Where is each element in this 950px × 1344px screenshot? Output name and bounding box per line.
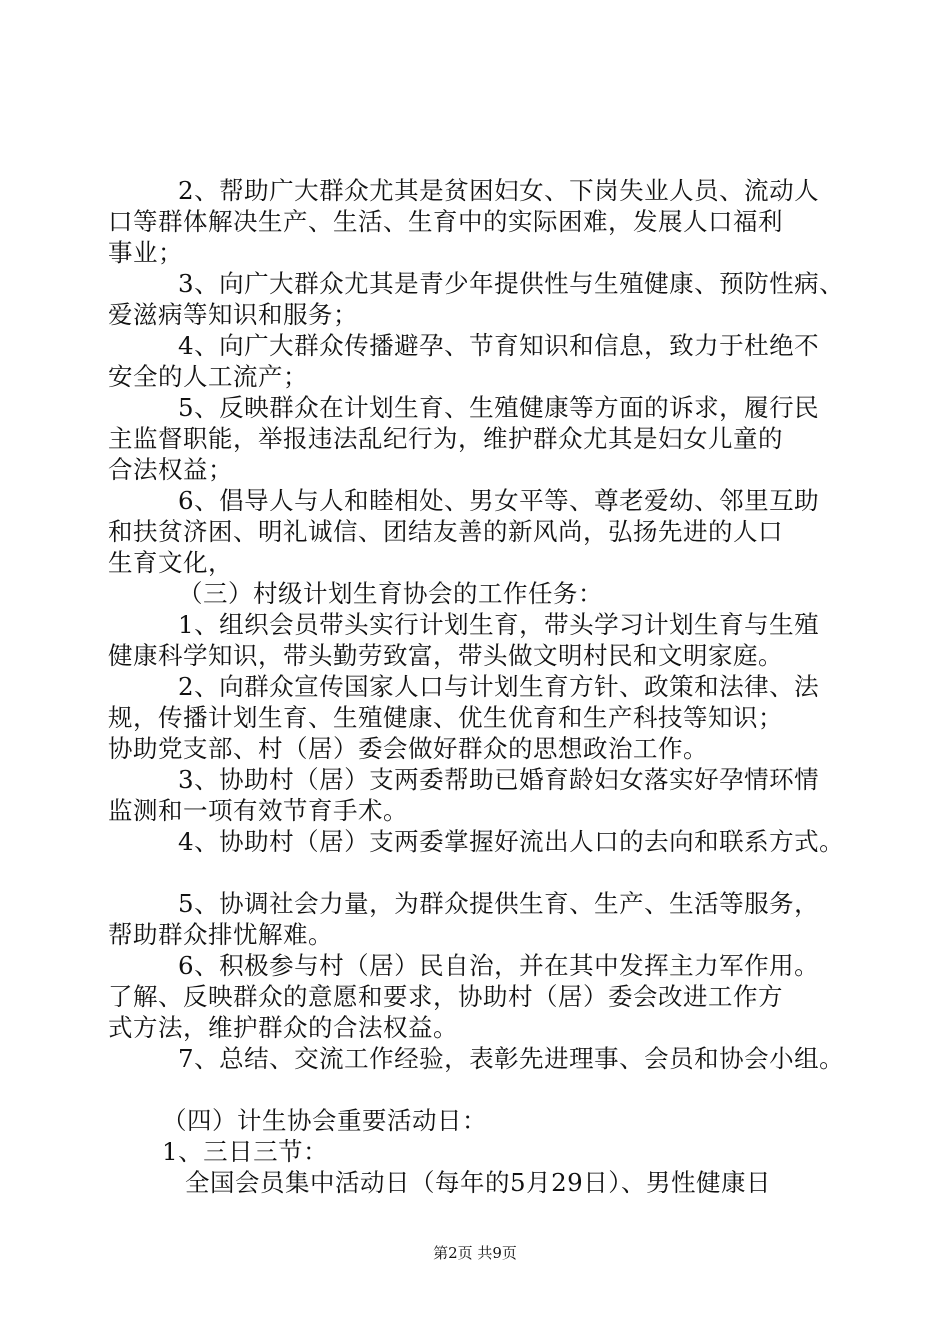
- text-line: 3、向广大群众尤其是青少年提供性与生殖健康、预防性病、: [178, 269, 845, 298]
- text-line: （四）计生协会重要活动日：: [162, 1106, 487, 1135]
- text-line: 1、组织会员带头实行计划生育，带头学习计划生育与生殖: [178, 610, 820, 639]
- text-line: 和扶贫济困、明礼诚信、团结友善的新风尚，弘扬先进的人口: [108, 517, 783, 546]
- text-line: 口等群体解决生产、生活、生育中的实际困难，发展人口福利: [108, 207, 783, 236]
- text-line: 2、向群众宣传国家人口与计划生育方针、政策和法律、法: [178, 672, 820, 701]
- text-line: 1、三日三节：: [162, 1137, 329, 1166]
- text-line: 4、向广大群众传播避孕、节育知识和信息，致力于杜绝不: [178, 331, 820, 360]
- text-line: 帮助群众排忧解难。: [108, 920, 333, 949]
- text-line: 监测和一项有效节育手术。: [108, 796, 408, 825]
- text-line: 2、帮助广大群众尤其是贫困妇女、下岗失业人员、流动人: [178, 176, 820, 205]
- text-line: 规，传播计划生育、生殖健康、优生优育和生产科技等知识；: [108, 703, 783, 732]
- text-line: （三）村级计划生育协会的工作任务：: [178, 579, 603, 608]
- text-line: 全国会员集中活动日（每年的5月29日）、男性健康日: [185, 1168, 772, 1197]
- text-line: 合法权益；: [108, 455, 233, 484]
- text-line: 健康科学知识，带头勤劳致富，带头做文明村民和文明家庭。: [108, 641, 783, 670]
- text-line: 爱滋病等知识和服务；: [108, 300, 358, 329]
- text-line: 5、协调社会力量，为群众提供生育、生产、生活等服务，: [178, 889, 820, 918]
- text-line: 3、协助村（居）支两委帮助已婚育龄妇女落实好孕情环情: [178, 765, 820, 794]
- text-line: 6、倡导人与人和睦相处、男女平等、尊老爱幼、邻里互助: [178, 486, 820, 515]
- page-footer: 第2页 共9页: [433, 1244, 517, 1262]
- text-line: 6、积极参与村（居）民自治，并在其中发挥主力军作用。: [178, 951, 820, 980]
- text-line: 安全的人工流产；: [108, 362, 308, 391]
- text-line: 式方法，维护群众的合法权益。: [108, 1013, 458, 1042]
- text-line: 协助党支部、村（居）委会做好群众的思想政治工作。: [108, 734, 708, 763]
- text-line: 了解、反映群众的意愿和要求，协助村（居）委会改进工作方: [108, 982, 783, 1011]
- text-line: 4、协助村（居）支两委掌握好流出人口的去向和联系方式。: [178, 827, 845, 856]
- text-line: 7、总结、交流工作经验，表彰先进理事、会员和协会小组。: [178, 1044, 845, 1073]
- text-line: 事业；: [108, 238, 183, 267]
- text-line: 生育文化，: [108, 548, 233, 577]
- text-line: 5、反映群众在计划生育、生殖健康等方面的诉求，履行民: [178, 393, 820, 422]
- text-line: 主监督职能，举报违法乱纪行为，维护群众尤其是妇女儿童的: [108, 424, 783, 453]
